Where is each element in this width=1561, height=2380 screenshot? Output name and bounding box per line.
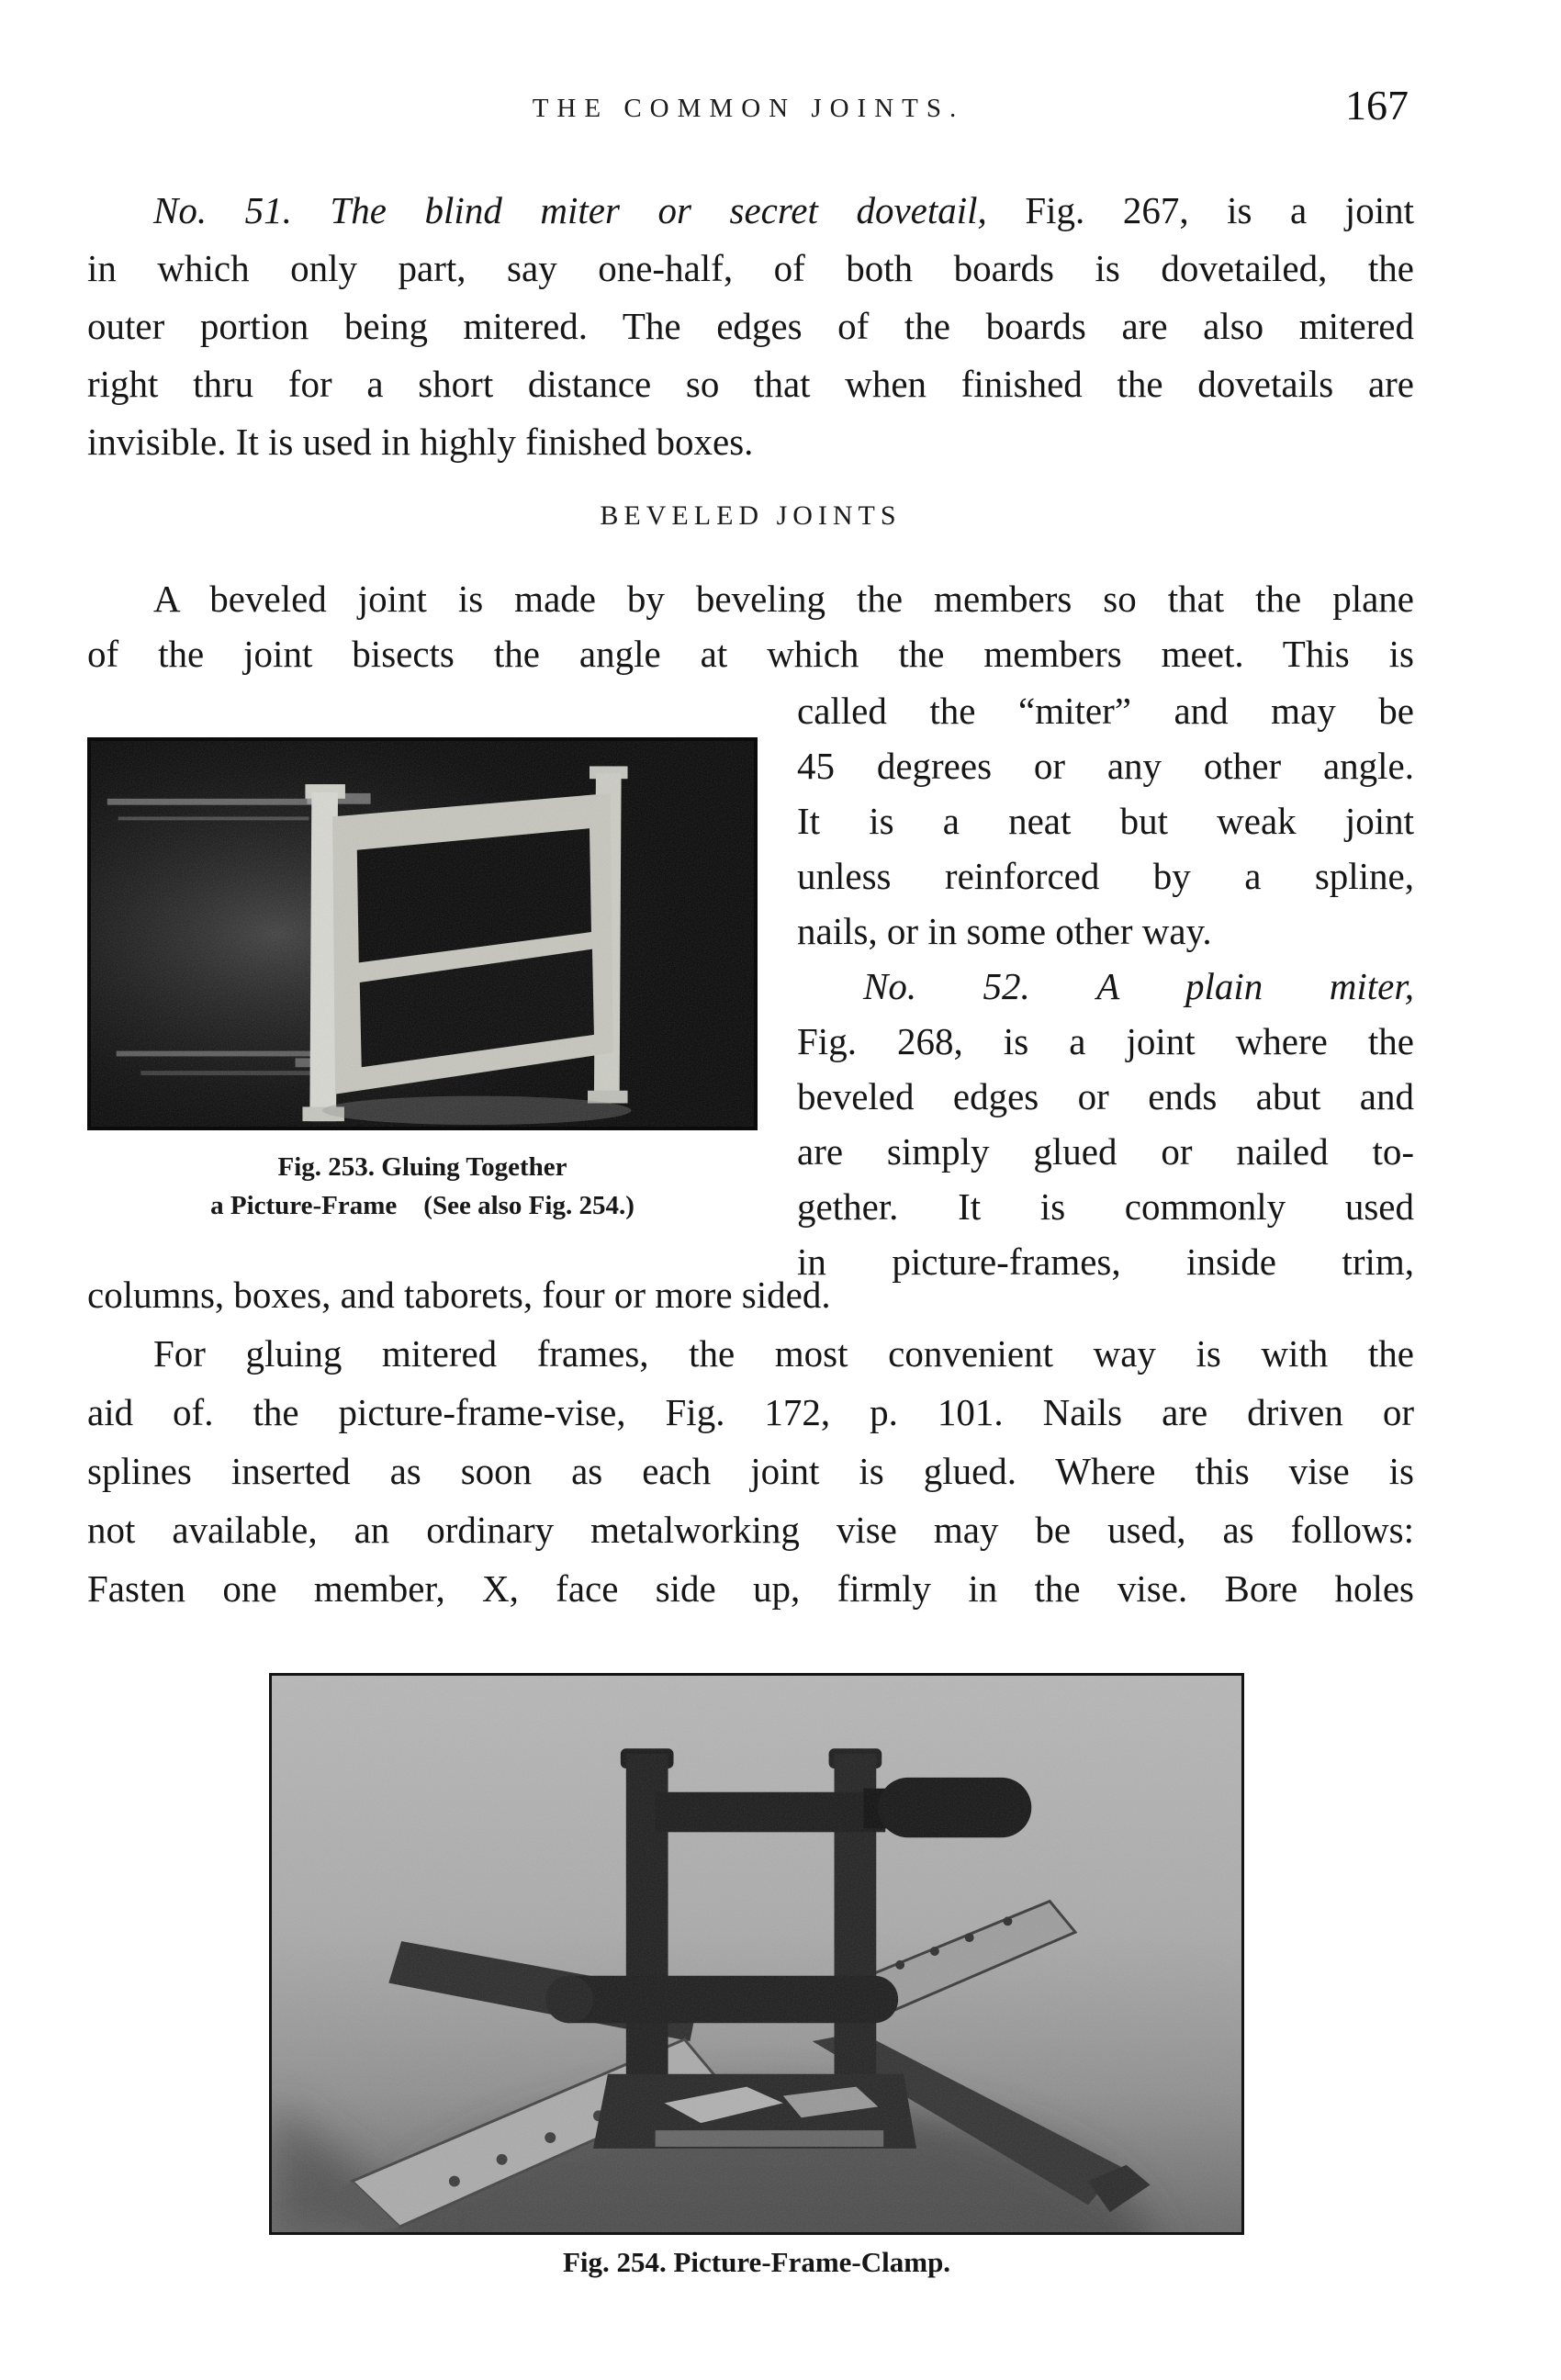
body-line: For gluing mitered frames, the most convenient way is with the (153, 1332, 1414, 1375)
body-line: aid of. the picture-frame-vise, Fig. 172, p. 101. Nails are driven or (87, 1391, 1414, 1433)
body-line: nails, or in some other way. (797, 910, 1212, 952)
body-line (797, 959, 1414, 1014)
body-line: invisible. It is used in highly finished boxes. (87, 421, 754, 463)
body-line: 45 degrees or any other angle. (797, 745, 1414, 787)
body-line: of the joint bisects the angle at which the members meet. This is (87, 633, 1414, 675)
body-line: right thru for a short distance so that when finished the dovetails are (87, 363, 1414, 405)
figure-253 (87, 737, 758, 1220)
paragraph-beveled-intro (87, 571, 1414, 681)
body-line: not available, an ordinary metalworking vise may be used, as follows: (87, 1509, 1414, 1551)
paragraph-no-51 (87, 182, 1414, 471)
page-header (83, 84, 1414, 140)
joint-number: No. 52. (863, 965, 1030, 1007)
body-line: unless reinforced by a spline, (797, 855, 1414, 897)
body-text: Fig. 267, is a joint (1025, 189, 1414, 231)
body-line: in picture-frames, inside trim, (797, 1241, 1414, 1283)
body-line: A beveled joint is made by beveling the members so that the plane (153, 578, 1414, 620)
figure-254-caption: Fig. 254. Picture-Frame-Clamp. (562, 2246, 951, 2278)
body-line: It is a neat but weak joint (797, 800, 1414, 842)
page-title: THE COMMON JOINTS. (532, 94, 965, 123)
body-line: beveled edges or ends abut and (797, 1075, 1414, 1117)
body-line: are simply glued or nailed to- (797, 1130, 1414, 1173)
figure-253-caption-line1: Fig. 253. Gluing Together (277, 1152, 567, 1182)
body-line: splines inserted as soon as each joint is glued. Where this vise is (87, 1450, 1414, 1492)
body-line: called the “miter” and may be (797, 690, 1414, 732)
body-line: in which only part, say one-half, of both boards is dovetailed, the (87, 247, 1414, 289)
figure-254 (269, 1673, 1244, 2278)
right-text-column (797, 683, 1414, 1289)
body-line (87, 182, 1414, 240)
joint-number: No. 51. (153, 189, 292, 231)
figure-253-caption-line2: a Picture-Frame (See also Fig. 254.) (210, 1191, 635, 1220)
figure-254-photo (269, 1673, 1244, 2235)
body-line: outer portion being mitered. The edges of the boards are also mitered (87, 305, 1414, 347)
body-line: gether. It is commonly used (797, 1185, 1414, 1228)
figure-253-photo (87, 737, 758, 1130)
paragraph-gluing-frames (87, 1265, 1414, 1618)
picture-frame-clamp-photo (272, 1676, 1241, 2232)
joint-name: The blind miter or secret dovetail, (330, 189, 987, 231)
picture-frame-in-vise-photo (91, 741, 754, 1127)
section-heading: BEVELED JOINTS (600, 500, 902, 531)
joint-name: A plain miter, (1096, 965, 1414, 1007)
body-line: columns, boxes, and taborets, four or more sided. (87, 1274, 831, 1316)
body-line: Fasten one member, X, face side up, firmly in the vise. Bore holes (87, 1567, 1414, 1610)
page-number: 167 (1345, 82, 1409, 129)
body-line: Fig. 268, is a joint where the (797, 1020, 1414, 1062)
